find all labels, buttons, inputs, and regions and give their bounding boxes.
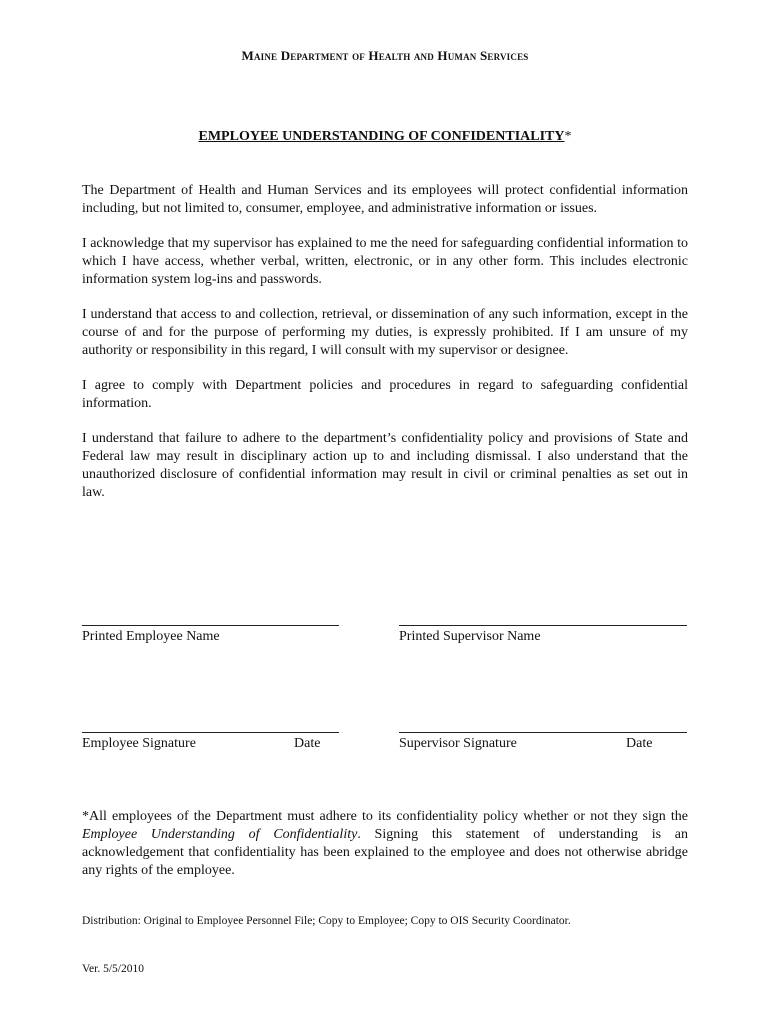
agency-header: Maine Department of Health and Human Services [241, 48, 529, 63]
supervisor-name-line[interactable] [399, 625, 687, 626]
paragraph-penalties: I understand that failure to adhere to the department’s confidentiality policy and provisions of State and Federal law may result in disciplinary action up to and including dismissal. I also understand that the unauthorized disclosure of confidential information may result in civil or criminal penalties as set out in law. [82, 431, 688, 500]
paragraph-compliance: I agree to comply with Department policies and procedures in regard to safeguarding confidential information. [82, 378, 688, 411]
document-body [82, 182, 688, 519]
document-title-text: EMPLOYEE UNDERSTANDING OF CONFIDENTIALITY [198, 129, 565, 144]
paragraph-acknowledgement: I acknowledge that my supervisor has explained to me the need for safeguarding confidential information to which I have access, whether verbal, written, electronic, or in any other form. This includes electronic information system log-ins and passwords. [82, 236, 688, 287]
title-footnote-marker: * [564, 129, 572, 144]
employee-name-label: Printed Employee Name [82, 629, 220, 644]
footnote [82, 808, 688, 880]
employee-name-line[interactable] [82, 625, 339, 626]
paragraph-access: I understand that access to and collection, retrieval, or dissemination of any such information, except in the course of and for the purpose of performing my duties, is expressly prohibited. If I am unsure of my authority or responsibility in this regard, I will consult with my supervisor or designee. [82, 307, 688, 358]
employee-signature-label: Employee Signature [82, 736, 196, 751]
employee-date-label: Date [294, 736, 321, 751]
footnote-text-after: . Signing this statement of understanding is an acknowledgement that confidentiality has been explained to the employee and does not otherwise abridge any rights of the employee. [82, 827, 688, 878]
supervisor-signature-line[interactable] [399, 732, 687, 733]
footnote-text-before: *All employees of the Department must adhere to its confidentiality policy whether or not they sign the [82, 809, 688, 824]
footnote-emphasis: Employee Understanding of Confidentiality [82, 827, 358, 842]
paragraph-protection: The Department of Health and Human Services and its employees will protect confidential information including, but not limited to, consumer, employee, and administrative information or issues. [82, 183, 688, 216]
distribution-note: Distribution: Original to Employee Personnel File; Copy to Employee; Copy to OIS Security Coordinator. [82, 915, 571, 927]
supervisor-signature-label: Supervisor Signature [399, 736, 517, 751]
document-title [0, 129, 770, 145]
supervisor-date-label: Date [626, 736, 653, 751]
employee-signature-line[interactable] [82, 732, 339, 733]
version-label: Ver. 5/5/2010 [82, 963, 144, 975]
supervisor-name-label: Printed Supervisor Name [399, 629, 541, 644]
